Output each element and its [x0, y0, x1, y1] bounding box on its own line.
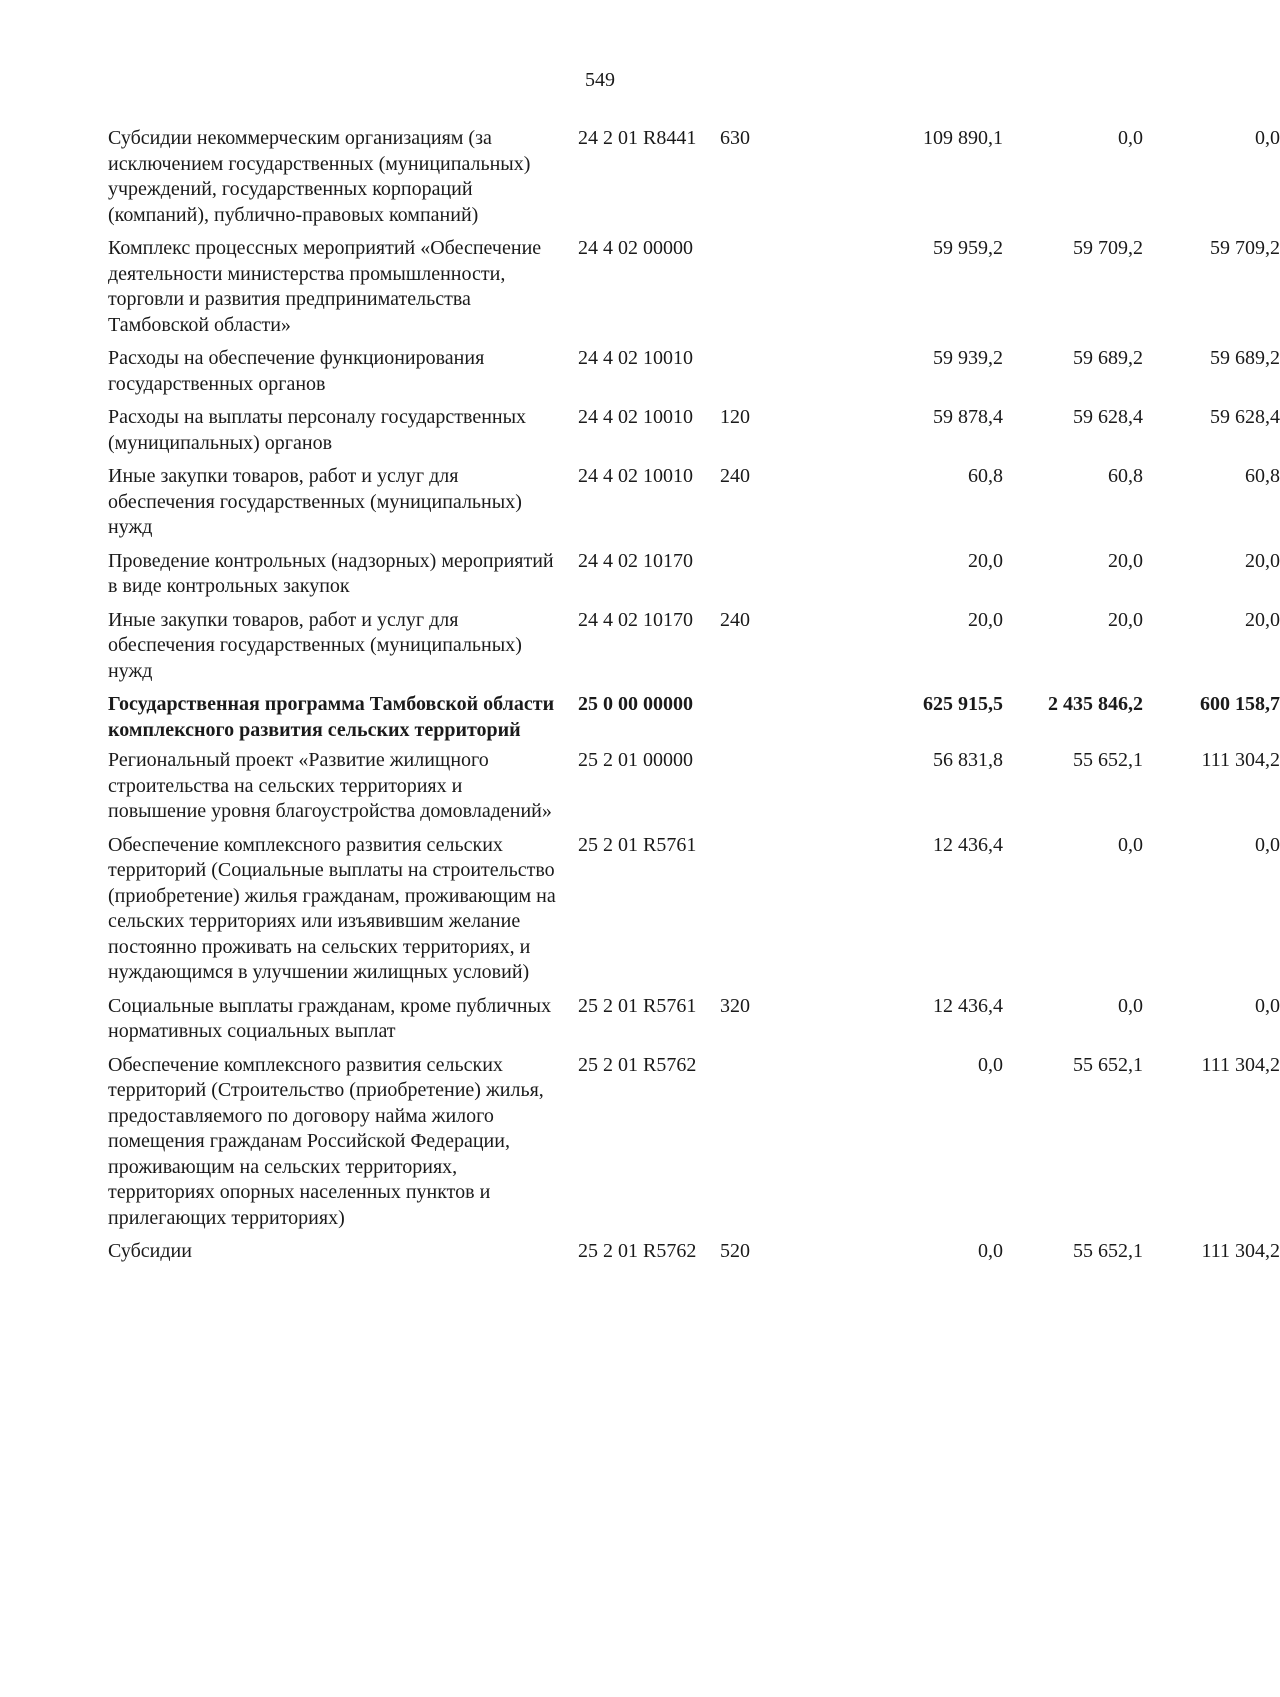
row-name: Расходы на обеспечение функционирования государственных органов: [108, 347, 485, 395]
table-row: [108, 126, 1280, 228]
row-value-year-1: 60,8: [968, 465, 1003, 487]
row-code: 24 4 02 00000: [578, 237, 693, 259]
row-value-year-2: 0,0: [1118, 127, 1143, 149]
row-value-year-3: 60,8: [1245, 465, 1280, 487]
row-value-year-1: 12 436,4: [933, 833, 1003, 856]
row-value-year-2: 55 652,1: [1073, 749, 1143, 771]
row-value-year-1: 0,0: [978, 1240, 1003, 1262]
row-code: 24 4 02 10170: [578, 549, 693, 572]
row-value-year-1: 59 939,2: [933, 347, 1003, 369]
row-expense-type: 520: [720, 1240, 750, 1262]
row-value-year-1: 59 959,2: [933, 237, 1003, 259]
table-row: [108, 608, 1280, 685]
table-row: [108, 748, 1280, 825]
table-row: [108, 405, 1280, 456]
table-row: [108, 833, 1280, 986]
row-value-year-2: 59 689,2: [1073, 347, 1143, 369]
table-row: [108, 1239, 1280, 1265]
row-value-year-2: 0,0: [1118, 994, 1143, 1017]
row-code: 24 4 02 10010: [578, 347, 693, 369]
row-expense-type: 320: [720, 994, 750, 1017]
page-number: 549: [585, 69, 615, 91]
table-row: [108, 1053, 1280, 1232]
row-value-year-1: 0,0: [978, 1053, 1003, 1076]
row-value-year-3: 111 304,2: [1201, 1053, 1280, 1076]
row-name: Обеспечение комплексного развития сельских территорий (Социальные выплаты на строительство (приобретение) жилья гражданам, проживающим на сельских территориях или изъявившим желание постоянно проживать на сельских территориях, и нуждающимся в улучшении жилищных условий): [108, 833, 556, 983]
table-row: [108, 692, 1280, 743]
row-value-year-3: 0,0: [1255, 833, 1280, 856]
row-name: Социальные выплаты гражданам, кроме публичных нормативных социальных выплат: [108, 994, 552, 1042]
row-name: Иные закупки товаров, работ и услуг для обеспечения государственных (муниципальных) нужд: [108, 465, 522, 538]
row-value-year-3: 111 304,2: [1201, 1240, 1280, 1262]
row-name: Субсидии: [108, 1240, 192, 1262]
row-value-year-1: 59 878,4: [933, 406, 1003, 428]
row-value-year-1: 20,0: [968, 608, 1003, 631]
row-value-year-2: 59 709,2: [1073, 237, 1143, 259]
row-value-year-2: 55 652,1: [1073, 1053, 1143, 1076]
row-value-year-3: 59 628,4: [1210, 406, 1280, 428]
row-name: Государственная программа Тамбовской области комплексного развития сельских территорий: [108, 693, 555, 741]
budget-table: [108, 126, 1280, 1273]
row-value-year-3: 59 709,2: [1210, 237, 1280, 259]
row-value-year-1: 20,0: [968, 549, 1003, 572]
row-code: 25 2 01 R5762: [578, 1053, 697, 1076]
row-code: 25 2 01 R5762: [578, 1240, 697, 1262]
row-value-year-2: 60,8: [1108, 465, 1143, 487]
row-name: Субсидии некоммерческим организациям (за исключением государственных (муниципальных) учреждений, государственных корпораций (компаний), публично-правовых компаний): [108, 127, 531, 226]
row-code: 25 2 01 R5761: [578, 833, 697, 856]
row-code: 24 2 01 R8441: [578, 127, 697, 149]
row-name: Обеспечение комплексного развития сельских территорий (Строительство (приобретение) жилья, предоставляемого по договору найма жилого помещения гражданам Российской Федерации, проживающим на сельских территориях, территориях опорных населенных пунктов и прилегающих территориях): [108, 1053, 544, 1229]
row-value-year-3: 0,0: [1255, 127, 1280, 149]
row-code: 24 4 02 10010: [578, 406, 693, 428]
row-value-year-1: 625 915,5: [923, 693, 1003, 715]
row-name: Региональный проект «Развитие жилищного строительства на сельских территориях и повышение уровня благоустройства домовладений»: [108, 749, 552, 822]
row-value-year-1: 12 436,4: [933, 994, 1003, 1017]
row-expense-type: 240: [720, 465, 750, 487]
row-value-year-3: 111 304,2: [1201, 749, 1280, 771]
table-row: [108, 346, 1280, 397]
row-name: Расходы на выплаты персоналу государственных (муниципальных) органов: [108, 406, 527, 454]
row-code: 25 0 00 00000: [578, 693, 693, 715]
row-value-year-1: 109 890,1: [923, 127, 1003, 149]
row-value-year-2: 55 652,1: [1073, 1240, 1143, 1262]
row-value-year-2: 59 628,4: [1073, 406, 1143, 428]
table-row: [108, 464, 1280, 541]
row-code: 24 4 02 10010: [578, 465, 693, 487]
row-code: 24 4 02 10170: [578, 608, 693, 631]
row-value-year-2: 2 435 846,2: [1048, 693, 1143, 715]
row-value-year-3: 59 689,2: [1210, 347, 1280, 369]
table-row: [108, 549, 1280, 600]
row-expense-type: 120: [720, 406, 750, 428]
row-name: Проведение контрольных (надзорных) мероприятий в виде контрольных закупок: [108, 549, 554, 597]
table-row: [108, 994, 1280, 1045]
row-value-year-1: 56 831,8: [933, 749, 1003, 771]
row-value-year-3: 20,0: [1245, 549, 1280, 572]
row-value-year-2: 20,0: [1108, 608, 1143, 631]
table-row: [108, 236, 1280, 338]
row-name: Иные закупки товаров, работ и услуг для обеспечения государственных (муниципальных) нужд: [108, 608, 522, 682]
row-expense-type: 630: [720, 127, 750, 149]
row-value-year-2: 0,0: [1118, 833, 1143, 856]
row-value-year-3: 600 158,7: [1200, 693, 1280, 715]
row-value-year-3: 20,0: [1245, 608, 1280, 631]
row-code: 25 2 01 R5761: [578, 994, 697, 1017]
row-name: Комплекс процессных мероприятий «Обеспечение деятельности министерства промышленности, торговли и развития предпринимательства Тамбовской области»: [108, 237, 542, 336]
row-value-year-3: 0,0: [1255, 994, 1280, 1017]
row-code: 25 2 01 00000: [578, 749, 693, 771]
row-value-year-2: 20,0: [1108, 549, 1143, 572]
row-expense-type: 240: [720, 608, 750, 631]
